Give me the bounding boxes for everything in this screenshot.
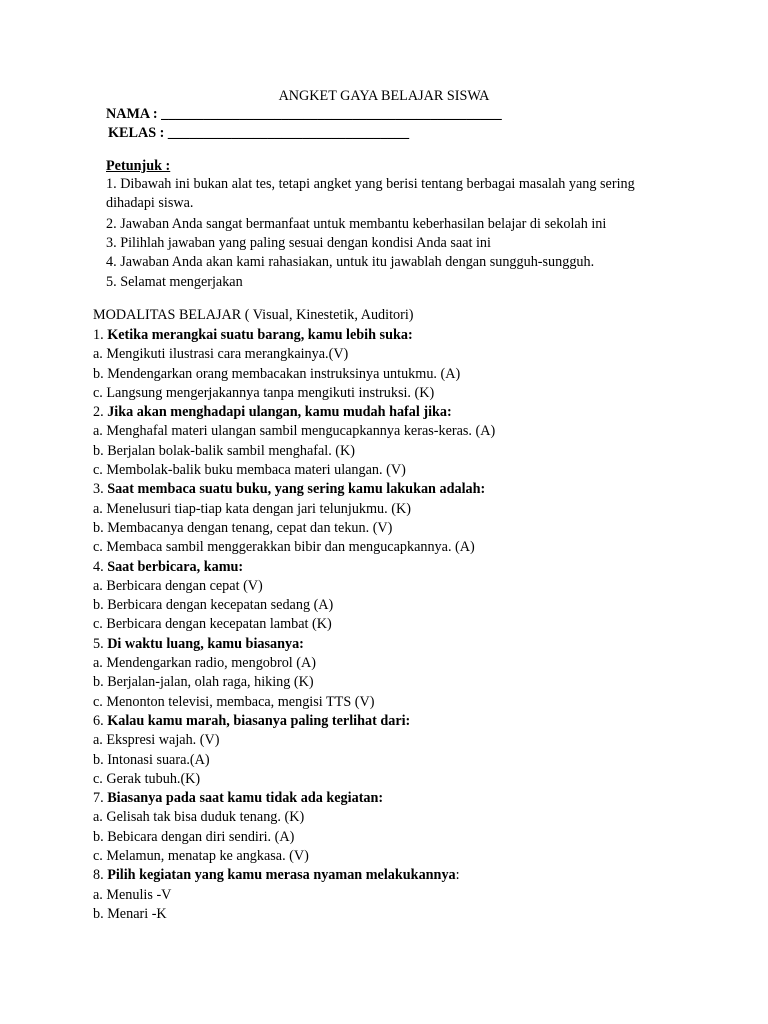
answer-option: b. Mendengarkan orang membacakan instruksinya untukmu. (A)	[93, 365, 461, 382]
question-text: Pilih kegiatan yang kamu merasa nyaman melakukannya	[107, 867, 456, 884]
question-text: Ketika merangkai suatu barang, kamu lebih suka:	[107, 327, 413, 343]
question-number: 7.	[93, 790, 104, 807]
question-3	[93, 480, 693, 499]
answer-option: c. Menonton televisi, membaca, mengisi TTS (V)	[93, 693, 375, 710]
answer-option: a. Menulis -V	[93, 886, 172, 903]
petunjuk-list	[106, 175, 686, 292]
answer-option: c. Melamun, menatap ke angkasa. (V)	[93, 848, 309, 865]
petunjuk-heading: Petunjuk :	[106, 158, 171, 174]
question-text: Di waktu luang, kamu biasanya:	[107, 635, 304, 652]
petunjuk-item: 5. Selamat mengerjakan	[106, 273, 243, 290]
question-5	[93, 635, 693, 654]
kelas-field: KELAS : __________________________________	[108, 125, 410, 141]
question-number: 8.	[93, 867, 104, 884]
answer-option: a. Menghafal materi ulangan sambil mengucapkannya keras-keras. (A)	[93, 423, 496, 440]
answer-option: a. Mengikuti ilustrasi cara merangkainya.(V)	[93, 346, 349, 363]
answer-option: b. Membacanya dengan tenang, cepat dan tekun. (V)	[93, 519, 393, 536]
answer-option: b. Bebicara dengan diri sendiri. (A)	[93, 828, 295, 845]
answer-option: a. Ekspresi wajah. (V)	[93, 732, 220, 749]
answer-option: a. Menelusuri tiap-tiap kata dengan jari telunjukmu. (K)	[93, 500, 411, 517]
answer-option: b. Intonasi suara.(A)	[93, 751, 210, 768]
answer-option: b. Menari -K	[93, 905, 167, 922]
question-text: Jika akan menghadapi ulangan, kamu mudah hafal jika:	[107, 404, 452, 421]
document-title: ANGKET GAYA BELAJAR SISWA	[278, 88, 490, 104]
modalitas-heading: MODALITAS BELAJAR ( Visual, Kinestetik, Auditori)	[93, 307, 414, 323]
answer-option: a. Mendengarkan radio, mengobrol (A)	[93, 655, 316, 672]
petunjuk-item: 4. Jawaban Anda akan kami rahasiakan, untuk itu jawablah dengan sungguh-sungguh.	[106, 254, 595, 271]
answer-option: c. Membaca sambil menggerakkan bibir dan mengucapkannya. (A)	[93, 539, 475, 556]
question-4	[93, 558, 693, 577]
answer-option: c. Langsung mengerjakannya tanpa mengikuti instruksi. (K)	[93, 384, 435, 401]
question-8	[93, 866, 693, 885]
answer-option: b. Berbicara dengan kecepatan sedang (A)	[93, 597, 334, 614]
answer-option: a. Berbicara dengan cepat (V)	[93, 577, 263, 594]
question-1	[93, 326, 693, 345]
question-text: Biasanya pada saat kamu tidak ada kegiatan:	[107, 790, 384, 807]
question-7	[93, 789, 693, 808]
question-number: 4.	[93, 558, 104, 575]
petunjuk-item: 3. Pilihlah jawaban yang paling sesuai dengan kondisi Anda saat ini	[106, 235, 491, 252]
answer-option: c. Membolak-balik buku membaca materi ulangan. (V)	[93, 462, 406, 479]
question-list	[93, 326, 693, 924]
question-suffix: :	[455, 867, 460, 884]
answer-option: c. Berbicara dengan kecepatan lambat (K)	[93, 616, 332, 633]
question-number: 3.	[93, 481, 104, 498]
question-6	[93, 712, 693, 731]
question-number: 2.	[93, 404, 104, 421]
question-number: 6.	[93, 712, 104, 729]
question-text: Saat berbicara, kamu:	[107, 558, 244, 575]
question-text: Kalau kamu marah, biasanya paling terlihat dari:	[107, 712, 411, 729]
question-number: 1.	[93, 327, 104, 343]
petunjuk-item: 2. Jawaban Anda sangat bermanfaat untuk membantu keberhasilan belajar di sekolah ini	[106, 215, 607, 232]
answer-option: c. Gerak tubuh.(K)	[93, 770, 201, 787]
answer-option: a. Gelisah tak bisa duduk tenang. (K)	[93, 809, 305, 826]
petunjuk-item: 1. Dibawah ini bukan alat tes, tetapi angket yang berisi tentang berbagai masalah yang sering dihadapi siswa.	[106, 176, 635, 212]
question-2	[93, 403, 693, 422]
nama-field: NAMA : ________________________________________________	[106, 106, 502, 122]
answer-option: b. Berjalan-jalan, olah raga, hiking (K)	[93, 674, 314, 691]
question-number: 5.	[93, 635, 104, 652]
question-text: Saat membaca suatu buku, yang sering kamu lakukan adalah:	[107, 481, 486, 498]
answer-option: b. Berjalan bolak-balik sambil menghafal. (K)	[93, 442, 355, 459]
